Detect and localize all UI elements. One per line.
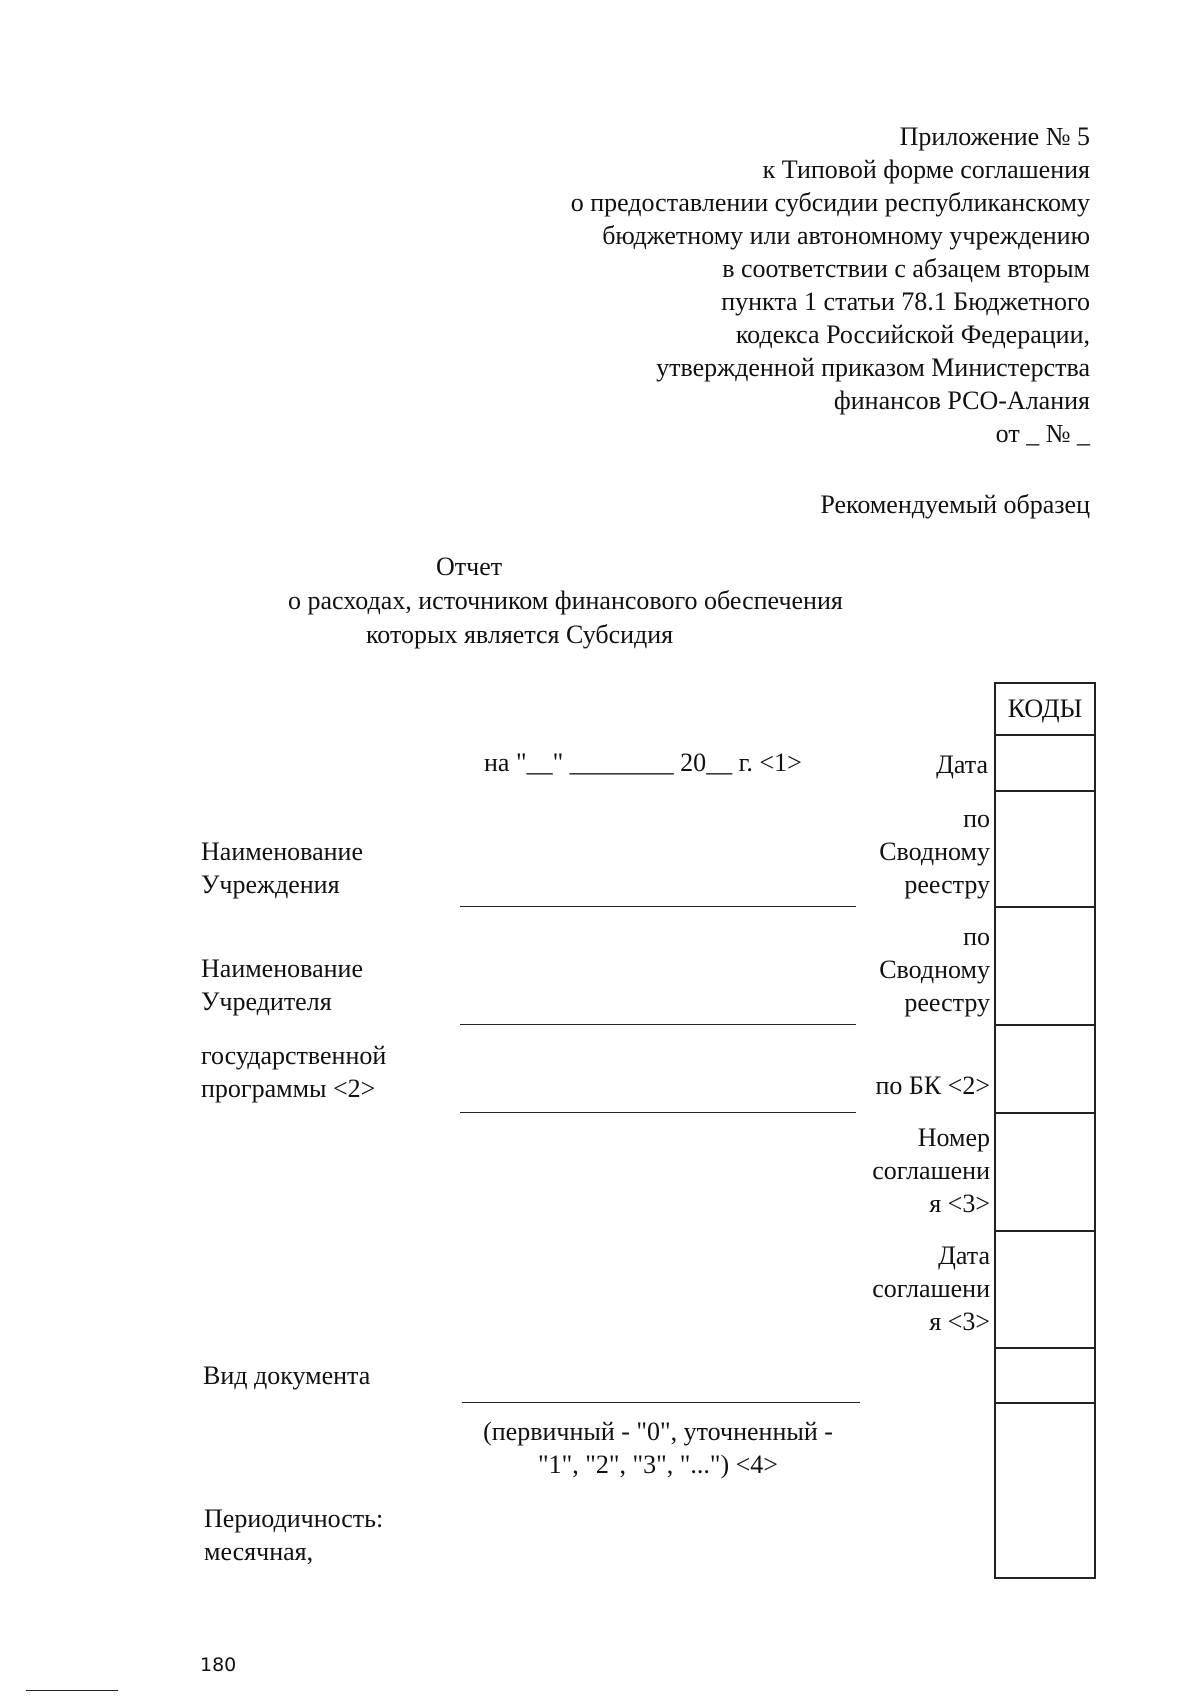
institution-input-line[interactable] bbox=[460, 906, 856, 907]
doc-type-input-line[interactable] bbox=[462, 1402, 860, 1403]
appendix-line: кодекса Российской Федерации, bbox=[735, 320, 1090, 349]
codes-header: КОДЫ bbox=[1007, 694, 1083, 723]
appendix-line: в соответствии с абзацем вторым bbox=[722, 254, 1090, 283]
footer-rule bbox=[26, 1690, 118, 1691]
codes-divider bbox=[994, 1112, 1096, 1114]
page-number: 180 bbox=[200, 1654, 237, 1676]
appendix-line: бюджетному или автономному учреждению bbox=[602, 221, 1090, 250]
code-label-agreement-date: Дата соглашени я <3> bbox=[872, 1241, 990, 1336]
periodicity-label: Периодичность: месячная, bbox=[204, 1504, 384, 1566]
codes-divider bbox=[994, 734, 1096, 736]
report-subtitle: которых является Субсидия bbox=[366, 620, 674, 649]
program-label: государственной программы <2> bbox=[201, 1041, 387, 1103]
appendix-line: утвержденной приказом Министерства bbox=[656, 353, 1090, 382]
recommended-sample-label: Рекомендуемый образец bbox=[820, 490, 1090, 519]
codes-divider bbox=[994, 1230, 1096, 1232]
code-label-svod-institution: по Сводному реестру bbox=[879, 804, 990, 899]
report-date-line: на "__" ________ 20__ г. <1> bbox=[484, 748, 802, 777]
codes-divider bbox=[994, 906, 1096, 908]
appendix-line: о предоставлении субсидии республиканскому bbox=[570, 188, 1090, 217]
codes-divider bbox=[994, 790, 1096, 792]
codes-divider bbox=[994, 1024, 1096, 1026]
doc-type-note: (первичный - "0", уточненный - "1", "2", "3", "...") <4> bbox=[483, 1417, 833, 1479]
report-subtitle: о расходах, источником финансового обеспечения bbox=[288, 586, 843, 615]
codes-divider bbox=[994, 1402, 1096, 1404]
codes-divider bbox=[994, 1347, 1096, 1349]
appendix-line: финансов РСО-Алания bbox=[833, 386, 1090, 415]
founder-input-line[interactable] bbox=[460, 1024, 856, 1025]
code-label-agreement-number: Номер соглашени я <3> bbox=[872, 1123, 990, 1218]
codes-table bbox=[994, 682, 1096, 1579]
founder-label: Наименование Учредителя bbox=[201, 954, 363, 1016]
appendix-block bbox=[571, 120, 1090, 450]
appendix-line: пункта 1 статьи 78.1 Бюджетного bbox=[721, 287, 1090, 316]
appendix-line: к Типовой форме соглашения bbox=[762, 155, 1090, 184]
report-title: Отчет bbox=[436, 552, 503, 581]
code-label-svod-founder: по Сводному реестру bbox=[879, 922, 990, 1017]
code-label-date: Дата bbox=[936, 750, 988, 779]
program-input-line[interactable] bbox=[460, 1112, 856, 1113]
appendix-line: Приложение № 5 bbox=[899, 122, 1090, 151]
appendix-line: от _ № _ bbox=[995, 419, 1090, 448]
doc-type-label: Вид документа bbox=[203, 1361, 371, 1390]
code-label-bk: по БК <2> bbox=[875, 1071, 990, 1100]
institution-label: Наименование Учреждения bbox=[201, 837, 363, 899]
